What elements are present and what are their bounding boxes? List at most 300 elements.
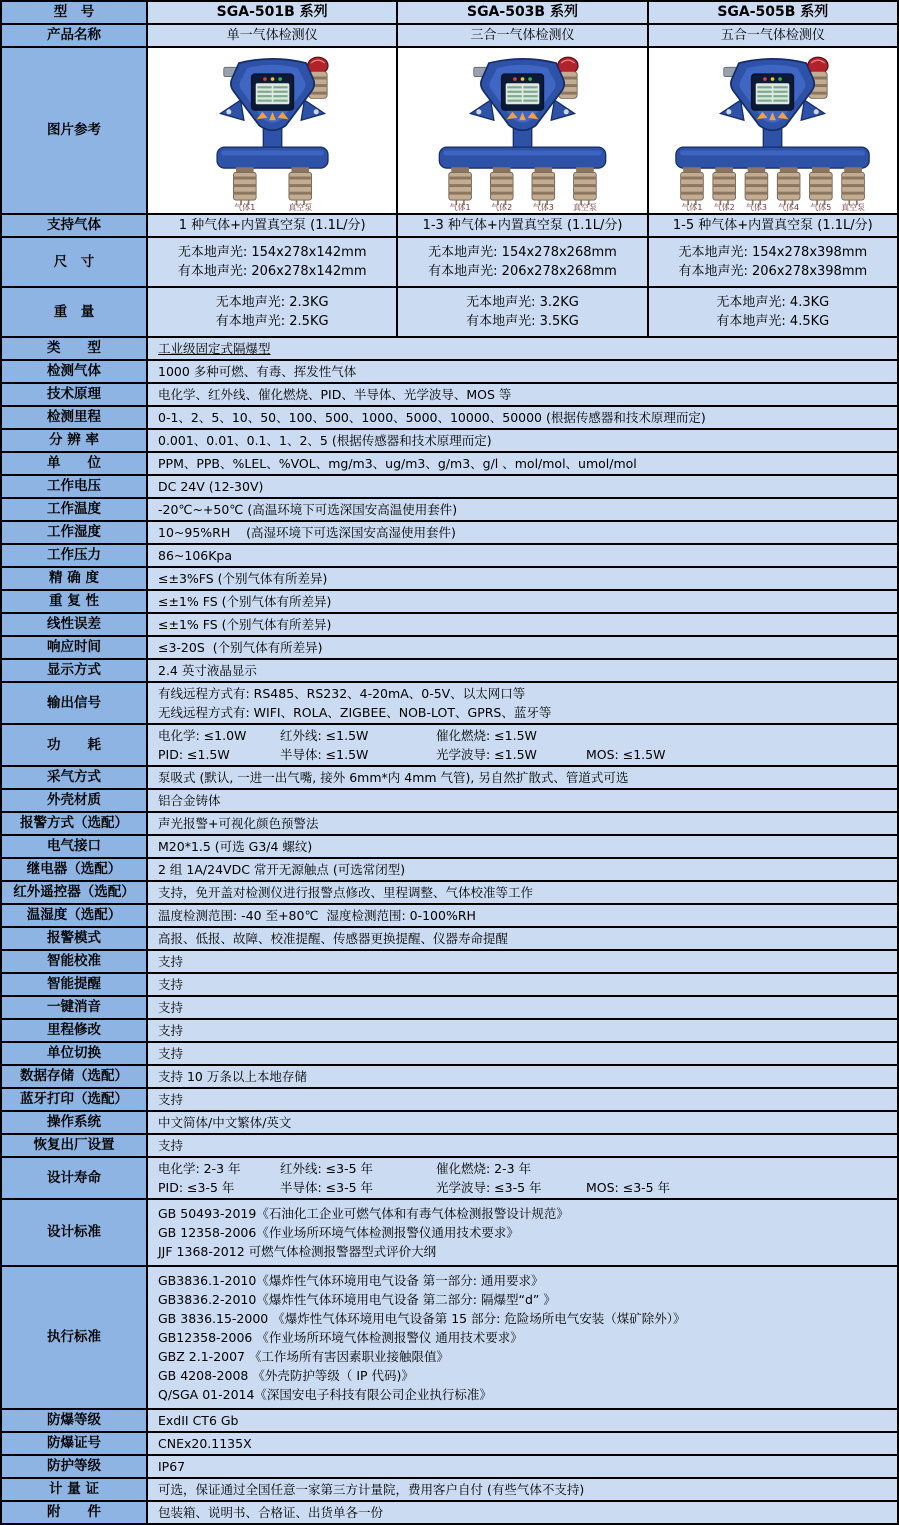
product-image-cell: [398, 48, 648, 213]
row-values: [148, 997, 897, 1018]
spec-value-cell: [148, 591, 897, 612]
spec-value-cell: [148, 859, 897, 880]
row-label-alarm-mode-optional: 报警方式（选配）: [2, 813, 148, 834]
spec-value-cell: [148, 1502, 897, 1523]
sensor-label: 气体4: [778, 203, 800, 211]
spec-row-model: [2, 2, 897, 25]
row-values: [148, 725, 897, 765]
spec-value-cell: [148, 384, 897, 405]
spec-row-alarm-modes: [2, 928, 897, 951]
spec-value-cell: [148, 1043, 897, 1064]
spec-text: 支持: [158, 1138, 184, 1153]
spec-text: 无本地声光: 154x278x398mm: [678, 245, 868, 260]
sensor-label: 气体3: [746, 203, 768, 211]
spec-value-cell: [148, 836, 897, 857]
row-values: [148, 790, 897, 811]
spec-text: 电化学: 2-3 年: [158, 1161, 241, 1176]
spec-text: 0.001、0.01、0.1、1、2、5 (根据传感器和技术原理而定): [158, 433, 492, 448]
row-label-model: 型 号: [2, 2, 148, 23]
spec-row-accessories: [2, 1502, 897, 1523]
row-values: [148, 951, 897, 972]
spec-value-cell: [148, 1066, 897, 1087]
row-label-electrical-interface: 电气接口: [2, 836, 148, 857]
row-label-protection-grade: 防护等级: [2, 1456, 148, 1477]
spec-row-working-pressure: [2, 545, 897, 568]
spec-value-cell: [649, 288, 897, 336]
row-values: [148, 1135, 897, 1156]
spec-text: 半导体: ≤3-5 年: [280, 1180, 374, 1195]
spec-text: 1000 多种可燃、有毒、挥发性气体: [158, 364, 357, 379]
sensor-label: 气体1: [449, 203, 471, 211]
row-values: [148, 614, 897, 635]
spec-value-cell: [148, 882, 897, 903]
spec-row-dimensions: [2, 238, 897, 288]
row-values: [148, 522, 897, 543]
row-label-working-voltage: 工作电压: [2, 476, 148, 497]
row-label-supported-gases: 支持气体: [2, 215, 148, 236]
sensor-label: 气体1: [681, 203, 703, 211]
spec-text: 支持: [158, 1046, 184, 1061]
row-values: [148, 1479, 897, 1500]
row-label-range-modification: 里程修改: [2, 1020, 148, 1041]
spec-row-design-standards: [2, 1200, 897, 1267]
row-label-factory-reset: 恢复出厂设置: [2, 1135, 148, 1156]
spec-value-cell: [148, 1020, 897, 1041]
row-values: [148, 338, 897, 359]
row-label-sampling-method: 采气方式: [2, 767, 148, 788]
spec-row-output-signal: [2, 683, 897, 725]
row-values: [148, 430, 897, 451]
spec-text: 五合一气体检测仪: [720, 28, 825, 43]
spec-row-repeatability: [2, 591, 897, 614]
row-label-response-time: 响应时间: [2, 637, 148, 658]
row-values: [148, 407, 897, 428]
spec-row-power-consumption: [2, 725, 897, 767]
row-values: [148, 660, 897, 681]
row-label-operating-system: 操作系统: [2, 1112, 148, 1133]
row-values: [148, 1433, 897, 1454]
spec-value-cell: [148, 453, 897, 474]
spec-value-cell: [148, 1089, 897, 1110]
row-label-working-temperature: 工作温度: [2, 499, 148, 520]
spec-row-temp-humidity-optional: [2, 905, 897, 928]
spec-text: 包装箱、说明书、合格证、出货单各一份: [158, 1505, 384, 1520]
spec-text: GB3836.2-2010《爆炸性气体环境用电气设备 第二部分: 隔爆型“d” 》: [158, 1292, 556, 1307]
spec-text: MOS: ≤1.5W: [586, 747, 666, 762]
row-values: [148, 1043, 897, 1064]
row-values: [148, 476, 897, 497]
spec-text: 有本地声光: 206x278x398mm: [678, 264, 868, 279]
row-values: [148, 1112, 897, 1133]
row-label-explosion-proof-grade: 防爆等级: [2, 1410, 148, 1431]
spec-row-execution-standards: [2, 1267, 897, 1410]
spec-text: ≤±1% FS (个别气体有所差异): [158, 594, 332, 609]
spec-text: 支持: [158, 954, 184, 969]
row-label-design-life: 设计寿命: [2, 1158, 148, 1198]
spec-value-cell: [649, 238, 897, 286]
row-label-execution-standards: 执行标准: [2, 1267, 148, 1408]
spec-text: 泵吸式 (默认, 一进一出气嘴, 接外 6mm*内 4mm 气管), 另自然扩散式、管道式可选: [158, 770, 629, 785]
sensor-label: 气体1: [233, 203, 255, 211]
spec-value-cell: [398, 215, 648, 236]
row-label-housing-material: 外壳材质: [2, 790, 148, 811]
spec-text: 支持: [158, 1000, 184, 1015]
spec-row-accuracy: [2, 568, 897, 591]
spec-value-cell: [148, 476, 897, 497]
spec-value-cell: [148, 522, 897, 543]
row-label-bluetooth-print-optional: 蓝牙打印（选配）: [2, 1089, 148, 1110]
row-values: [148, 859, 897, 880]
spec-text: GB3836.1-2010《爆炸性气体环境用电气设备 第一部分: 通用要求》: [158, 1273, 544, 1288]
spec-row-factory-reset: [2, 1135, 897, 1158]
spec-text: 支持，免开盖对检测仪进行报警点修改、里程调整、气体校准等工作: [158, 885, 534, 900]
spec-text: 支持: [158, 1023, 184, 1038]
sensor-label: 气体5: [810, 203, 832, 211]
row-label-power-consumption: 功 耗: [2, 725, 148, 765]
row-label-working-humidity: 工作湿度: [2, 522, 148, 543]
sensor-label: 真空泵: [841, 203, 866, 211]
row-label-explosion-proof-cert-no: 防爆证号: [2, 1433, 148, 1454]
spec-text: PPM、PPB、%LEL、%VOL、mg/m3、ug/m3、g/m3、g/l 、mol/mol、umol/mol: [158, 456, 637, 471]
spec-text: IP67: [158, 1459, 186, 1474]
spec-text: GB 3836.15-2000 《爆炸性气体环境用电气设备第 15 部分: 危险场所电气安装（煤矿除外）》: [158, 1311, 686, 1326]
row-label-design-standards: 设计标准: [2, 1200, 148, 1265]
row-label-technical-principle: 技术原理: [2, 384, 148, 405]
spec-value-cell: [148, 2, 398, 23]
spec-text: ≤±3%FS (个别气体有所差异): [158, 571, 328, 586]
sensor-label: 气体2: [491, 203, 513, 211]
spec-text: MOS: ≤3-5 年: [586, 1180, 671, 1195]
spec-row-resolution: [2, 430, 897, 453]
spec-text: GBZ 2.1-2007 《工作场所有害因素职业接触限值》: [158, 1349, 449, 1364]
spec-value-cell: [148, 215, 398, 236]
row-values: [148, 2, 897, 23]
spec-text: SGA-505B 系列: [717, 4, 829, 20]
row-values: [148, 25, 897, 46]
spec-text: JJF 1368-2012 可燃气体检测报警器型式评价大纲: [158, 1244, 437, 1259]
spec-text: 1-5 种气体+内置真空泵 (1.1L/分): [672, 218, 873, 233]
gas-detector-illustration: [420, 53, 625, 211]
spec-text: 红外线: ≤3-5 年: [280, 1161, 374, 1176]
row-label-temp-humidity-optional: 温湿度（选配）: [2, 905, 148, 926]
spec-value-cell: [148, 1456, 897, 1477]
row-values: [148, 683, 897, 723]
row-values: [148, 905, 897, 926]
spec-row-technical-principle: [2, 384, 897, 407]
spec-row-explosion-proof-cert-no: [2, 1433, 897, 1456]
spec-value-cell: [398, 288, 648, 336]
row-label-linearity-error: 线性误差: [2, 614, 148, 635]
gas-detector-illustration: [170, 53, 375, 211]
spec-value-cell: [148, 1112, 897, 1133]
row-values: [148, 928, 897, 949]
row-label-smart-calibration: 智能校准: [2, 951, 148, 972]
spec-row-working-voltage: [2, 476, 897, 499]
spec-text: 有本地声光: 3.5KG: [466, 314, 579, 329]
spec-text: 高报、低报、故障、校准提醒、传感器更换提醒、仪器寿命提醒: [158, 931, 509, 946]
spec-text: GB 50493-2019《石油化工企业可燃气体和有毒气体检测报警设计规范》: [158, 1206, 569, 1221]
spec-value-cell: [398, 2, 648, 23]
spec-text: PID: ≤3-5 年: [158, 1180, 235, 1195]
spec-row-units: [2, 453, 897, 476]
spec-value-cell: [148, 951, 897, 972]
spec-value-cell: [148, 288, 398, 336]
spec-text: 三合一气体检测仪: [470, 28, 575, 43]
spec-text: ≤±1% FS (个别气体有所差异): [158, 617, 332, 632]
spec-value-cell: [148, 997, 897, 1018]
spec-value-cell: [148, 767, 897, 788]
spec-text: 红外线: ≤1.5W: [280, 728, 369, 743]
row-label-detectable-gases: 检测气体: [2, 361, 148, 382]
spec-value-cell: [148, 1433, 897, 1454]
spec-text: 1-3 种气体+内置真空泵 (1.1L/分): [422, 218, 623, 233]
spec-value-cell: [148, 568, 897, 589]
spec-value-cell: [148, 1410, 897, 1431]
row-values: [148, 1089, 897, 1110]
gas-detector-illustration: [670, 53, 875, 211]
spec-text: PID: ≤1.5W: [158, 747, 230, 762]
spec-row-detection-range: [2, 407, 897, 430]
sensor-label: 气体3: [532, 203, 554, 211]
row-values: [148, 238, 897, 286]
spec-text: 半导体: ≤1.5W: [280, 747, 369, 762]
spec-text-line: [158, 1178, 887, 1197]
row-values: [148, 882, 897, 903]
row-label-relay-optional: 继电器（选配）: [2, 859, 148, 880]
spec-text: Q/SGA 01-2014《深国安电子科技有限公司企业执行标准》: [158, 1387, 492, 1402]
row-values: [148, 1200, 897, 1265]
spec-text: 催化燃烧: ≤1.5W: [436, 728, 537, 743]
spec-value-cell: [148, 813, 897, 834]
spec-value-cell: [148, 660, 897, 681]
spec-row-electrical-interface: [2, 836, 897, 859]
spec-text: 支持: [158, 1092, 184, 1107]
row-values: [148, 813, 897, 834]
spec-row-metrology-cert: [2, 1479, 897, 1502]
spec-text: M20*1.5 (可选 G3/4 螺纹): [158, 839, 313, 854]
row-values: [148, 215, 897, 236]
spec-text: 支持: [158, 977, 184, 992]
row-values: [148, 499, 897, 520]
spec-row-explosion-proof-grade: [2, 1410, 897, 1433]
spec-value-cell: [148, 1479, 897, 1500]
spec-text: 单一气体检测仪: [226, 28, 318, 43]
row-values: [148, 637, 897, 658]
spec-text: 无本地声光: 3.2KG: [466, 295, 579, 310]
spec-value-cell: [148, 974, 897, 995]
spec-text: 可选，保证通过全国任意一家第三方计量院，费用客户自付 (有些气体不支持): [158, 1482, 585, 1497]
spec-value-cell: [148, 25, 398, 46]
spec-text: ExdII CT6 Gb: [158, 1413, 239, 1428]
row-label-image-reference: 图片参考: [2, 48, 148, 213]
spec-row-detectable-gases: [2, 361, 897, 384]
spec-value-cell: [148, 338, 897, 359]
spec-text: 有本地声光: 206x278x142mm: [177, 264, 367, 279]
row-values: [148, 1267, 897, 1408]
spec-row-type: [2, 338, 897, 361]
row-label-accuracy: 精 确 度: [2, 568, 148, 589]
row-label-repeatability: 重 复 性: [2, 591, 148, 612]
spec-row-working-humidity: [2, 522, 897, 545]
spec-text: 无线远程方式有: WIFI、ROLA、ZIGBEE、NOB-LOT、GPRS、蓝牙等: [158, 705, 552, 720]
row-label-display-mode: 显示方式: [2, 660, 148, 681]
spec-text: 10~95%RH (高湿环境下可选深国安高湿使用套件): [158, 525, 456, 540]
row-label-type: 类 型: [2, 338, 148, 359]
spec-row-linearity-error: [2, 614, 897, 637]
row-values: [148, 545, 897, 566]
spec-row-supported-gases: [2, 215, 897, 238]
spec-text: CNEx20.1135X: [158, 1436, 252, 1451]
row-label-output-signal: 输出信号: [2, 683, 148, 723]
row-values: [148, 1020, 897, 1041]
spec-text: 有线远程方式有: RS485、RS232、4-20mA、0-5V、以太网口等: [158, 686, 526, 701]
spec-value-cell: [148, 1200, 897, 1265]
row-label-accessories: 附 件: [2, 1502, 148, 1523]
spec-text: 声光报警+可视化颜色预警法: [158, 816, 319, 831]
spec-value-cell: [649, 25, 897, 46]
product-image-cell: [649, 48, 897, 213]
spec-text: ≤3-20S (个别气体有所差异): [158, 640, 323, 655]
spec-value-cell: [148, 683, 897, 723]
spec-text: 电化学: ≤1.0W: [158, 728, 247, 743]
spec-text: 无本地声光: 154x278x142mm: [177, 245, 367, 260]
row-values: [148, 767, 897, 788]
spec-text: GB12358-2006 《作业场所环境气体检测报警仪 通用技术要求》: [158, 1330, 523, 1345]
spec-row-housing-material: [2, 790, 897, 813]
spec-row-ir-remote-optional: [2, 882, 897, 905]
spec-row-product-name: [2, 25, 897, 48]
row-values: [148, 288, 897, 336]
spec-text: GB 4208-2008 《外壳防护等级（ IP 代码)》: [158, 1368, 414, 1383]
row-values: [148, 1066, 897, 1087]
spec-row-alarm-mode-optional: [2, 813, 897, 836]
spec-value-cell: [649, 2, 897, 23]
spec-text: 2.4 英寸液晶显示: [158, 663, 257, 678]
row-values: [148, 1158, 897, 1198]
spec-value-cell: [148, 614, 897, 635]
row-label-one-key-mute: 一键消音: [2, 997, 148, 1018]
spec-row-one-key-mute: [2, 997, 897, 1020]
spec-row-working-temperature: [2, 499, 897, 522]
spec-text-line: [158, 1159, 887, 1178]
spec-value-cell: [148, 1158, 897, 1198]
spec-value-cell: [398, 25, 648, 46]
row-values: [148, 1502, 897, 1523]
row-values: [148, 568, 897, 589]
row-label-detection-range: 检测里程: [2, 407, 148, 428]
spec-text: DC 24V (12-30V): [158, 479, 264, 494]
spec-value-cell: [148, 725, 897, 765]
sensor-label: 真空泵: [572, 203, 597, 211]
spec-text: 无本地声光: 4.3KG: [716, 295, 830, 310]
spec-text: -20℃~+50℃ (高温环境下可选深国安高温使用套件): [158, 502, 458, 517]
spec-text: 0-1、2、5、10、50、100、500、1000、5000、10000、50000 (根据传感器和技术原理而定): [158, 410, 706, 425]
spec-row-weight: [2, 288, 897, 338]
row-values: [148, 1456, 897, 1477]
spec-value-cell: [148, 637, 897, 658]
spec-row-sampling-method: [2, 767, 897, 790]
spec-value-cell: [148, 430, 897, 451]
spec-text: 铝合金铸体: [158, 793, 221, 808]
spec-text: 光学波导: ≤1.5W: [436, 747, 537, 762]
spec-row-display-mode: [2, 660, 897, 683]
row-values: [148, 361, 897, 382]
row-label-metrology-cert: 计 量 证: [2, 1479, 148, 1500]
row-label-dimensions: 尺 寸: [2, 238, 148, 286]
spec-value-cell: [148, 905, 897, 926]
spec-value-cell: [148, 499, 897, 520]
row-values: [148, 48, 897, 213]
row-label-working-pressure: 工作压力: [2, 545, 148, 566]
spec-text: SGA-503B 系列: [466, 4, 578, 20]
spec-value-cell: [148, 1135, 897, 1156]
spec-row-data-storage-optional: [2, 1066, 897, 1089]
spec-value-cell: [148, 928, 897, 949]
spec-value-cell: [398, 238, 648, 286]
spec-text-line: [158, 726, 887, 745]
spec-text: GB 12358-2006《作业场所环境气体检测报警仪通用技术要求》: [158, 1225, 519, 1240]
spec-text: 光学波导: ≤3-5 年: [436, 1180, 542, 1195]
row-values: [148, 591, 897, 612]
product-image-cell: [148, 48, 398, 213]
spec-row-protection-grade: [2, 1456, 897, 1479]
spec-value-cell: [148, 238, 398, 286]
sensor-label: 真空泵: [287, 203, 312, 211]
row-values: [148, 384, 897, 405]
spec-text: 无本地声光: 154x278x268mm: [428, 245, 617, 260]
spec-value-cell: [649, 215, 897, 236]
spec-text: 有本地声光: 2.5KG: [215, 314, 329, 329]
spec-text: SGA-501B 系列: [216, 4, 328, 20]
spec-row-smart-calibration: [2, 951, 897, 974]
spec-text: 中文简体/中文繁体/英文: [158, 1115, 292, 1130]
spec-row-relay-optional: [2, 859, 897, 882]
row-label-ir-remote-optional: 红外遥控器（选配）: [2, 882, 148, 903]
spec-row-unit-switching: [2, 1043, 897, 1066]
spec-row-design-life: [2, 1158, 897, 1200]
spec-row-image-reference: [2, 48, 897, 215]
spec-row-operating-system: [2, 1112, 897, 1135]
spec-text: 催化燃烧: 2-3 年: [436, 1161, 532, 1176]
spec-text: 无本地声光: 2.3KG: [215, 295, 329, 310]
row-label-units: 单 位: [2, 453, 148, 474]
row-values: [148, 974, 897, 995]
row-label-alarm-modes: 报警模式: [2, 928, 148, 949]
spec-row-smart-reminder: [2, 974, 897, 997]
sensor-label: 气体2: [713, 203, 735, 211]
row-label-data-storage-optional: 数据存储（选配）: [2, 1066, 148, 1087]
row-label-resolution: 分 辨 率: [2, 430, 148, 451]
row-label-product-name: 产品名称: [2, 25, 148, 46]
spec-text: 有本地声光: 4.5KG: [716, 314, 830, 329]
row-values: [148, 836, 897, 857]
spec-text: 2 组 1A/24VDC 常开无源触点 (可选常闭型): [158, 862, 406, 877]
spec-value-cell: [148, 1267, 897, 1408]
spec-row-response-time: [2, 637, 897, 660]
spec-value-cell: [148, 407, 897, 428]
row-label-unit-switching: 单位切换: [2, 1043, 148, 1064]
spec-row-range-modification: [2, 1020, 897, 1043]
row-label-smart-reminder: 智能提醒: [2, 974, 148, 995]
spec-text: 86~106Kpa: [158, 548, 233, 563]
spec-row-bluetooth-print-optional: [2, 1089, 897, 1112]
spec-text: 1 种气体+内置真空泵 (1.1L/分): [178, 218, 366, 233]
row-label-weight: 重 量: [2, 288, 148, 336]
row-values: [148, 453, 897, 474]
spec-value-cell: [148, 361, 897, 382]
spec-value-cell: [148, 545, 897, 566]
spec-text: 支持 10 万条以上本地存储: [158, 1069, 307, 1084]
